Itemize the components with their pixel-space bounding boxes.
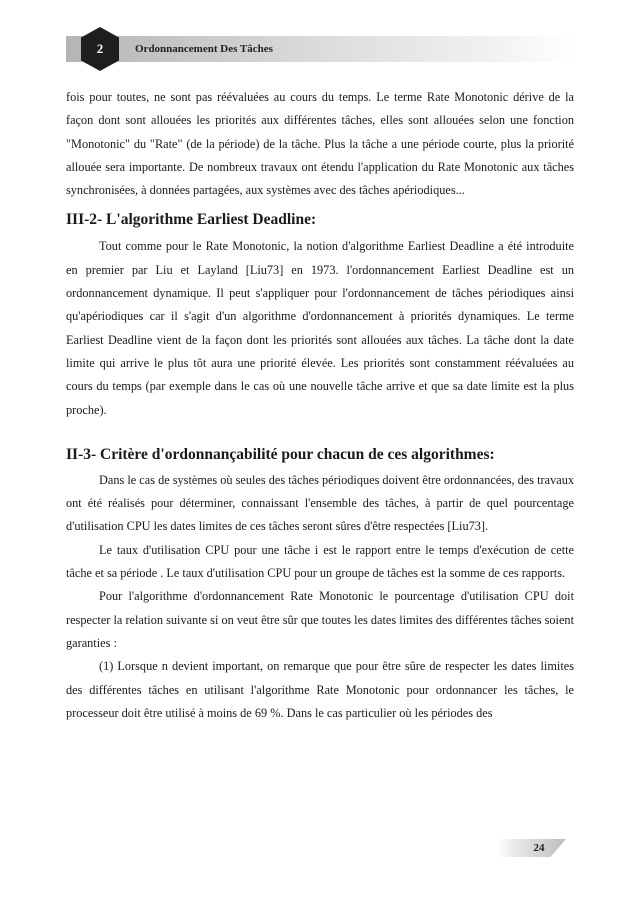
paragraph-1: fois pour toutes, ne sont pas réévaluées au cours du temps. Le terme Rate Monotonic dérive de la façon dont sont allouées les priorités aux différentes tâches, elles sont allouées selon une fonction "Monotonic" du "Rate" (de la période) de la tâche. Plus la tâche a une période courte, plus la priorité allouée sera importante. De nombreux travaux ont étendu l'application du Rate Monotonic aux tâches synchronisées, à données partagées, aux systèmes avec des tâches apériodiques...: [66, 90, 574, 198]
running-header-title: Ordonnancement Des Tâches: [135, 43, 273, 55]
paragraph-4: Le taux d'utilisation CPU pour une tâche i est le rapport entre le temps d'exécution de cette tâche et sa période . Le taux d'utilisation CPU pour un groupe de tâches est la somme de ces rapports.: [66, 542, 574, 581]
page-body: [66, 86, 574, 725]
section-heading-earliest-deadline: III-2- L'algorithme Earliest Deadline:: [66, 211, 317, 229]
paragraph-6: (1) Lorsque n devient important, on remarque que pour être sûre de respecter les dates limites des différentes tâches en utilisant l'algorithme Rate Monotonic pour ordonnancer les tâches, le processeur doit être utilisé à moins de 69 %. Dans le cas particulier où les périodes des: [66, 659, 574, 720]
page-number: 24: [533, 842, 545, 854]
paragraph-3: Dans le cas de systèmes où seules des tâches périodiques doivent être ordonnancées, des travaux ont été réalisés pour déterminer, connaissant l'ensemble des tâches, à partir de quel pourcentage d'utilisation CPU les dates limites de ces tâches seront sûres d'être respectées [Liu73].: [66, 472, 574, 534]
section-heading-schedulability: II-3- Critère d'ordonnançabilité pour chacun de ces algorithmes:: [66, 445, 495, 463]
paragraph-5: Pour l'algorithme d'ordonnancement Rate Monotonic le pourcentage d'utilisation CPU doit respecter la relation suivante si on veut être sûr que toutes les dates limites des différentes tâches soient garanties :: [66, 589, 574, 650]
paragraph-2: Tout comme pour le Rate Monotonic, la notion d'algorithme Earliest Deadline a été introduite en premier par Liu et Layland [Liu73] en 1973. l'ordonnancement Earliest Deadline est un ordonnancement dynamique. Il peut s'appliquer pour l'ordonnancement de tâches périodiques ainsi qu'apériodiques car il s'agit d'un algorithme d'ordonnancement à priorités dynamiques. Le terme Earliest Deadline vient de la façon dont les priorités sont allouées aux tâches. La tâche dont la date limite qui arrive le plus tôt aura une priorité élevée. Les priorités sont constamment réévaluées au cours du temps (par exemple dans le cas où une nouvelle tâche arrive et que sa date limite est la plus proche).: [66, 239, 574, 417]
chapter-number: 2: [96, 41, 104, 56]
